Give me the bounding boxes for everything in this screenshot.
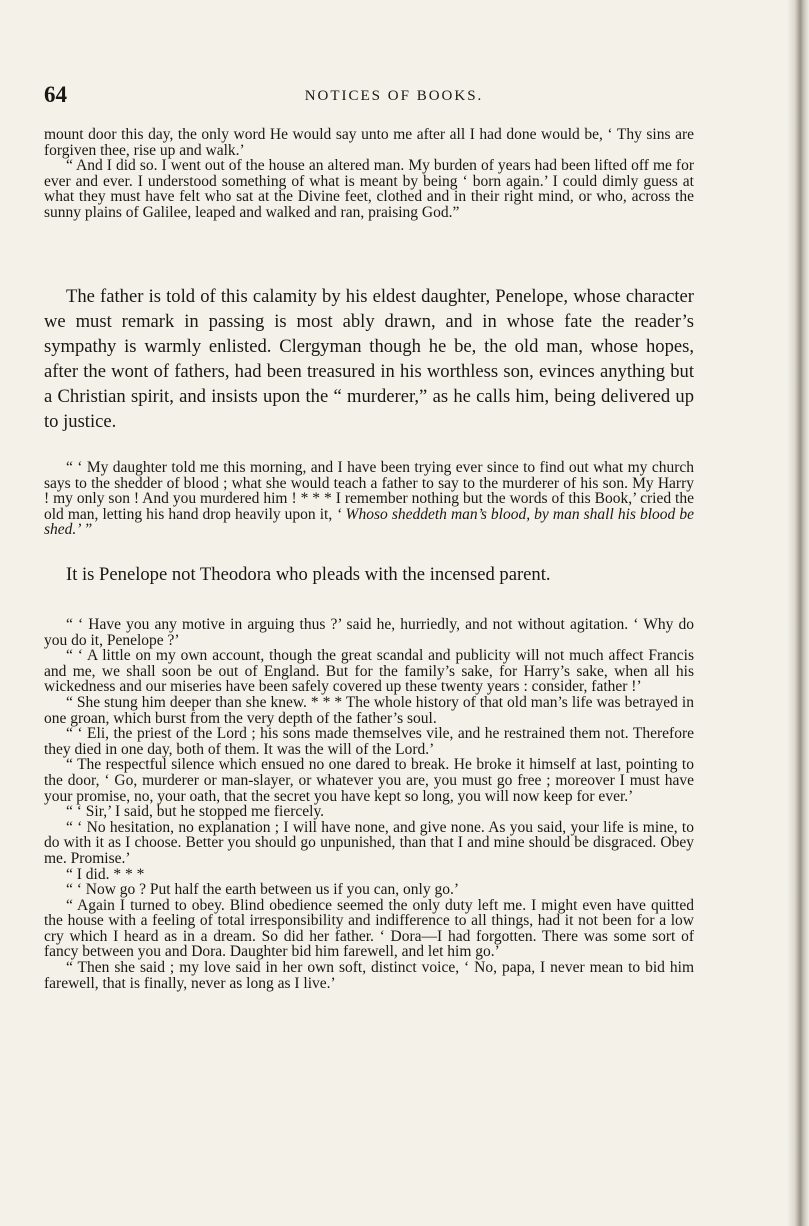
commentary-paragraph-2 bbox=[44, 562, 694, 587]
quote-paragraph: “ The respectful silence which ensued no one dared to break. He broke it himself at last, pointing to the door, ‘ Go, murderer or man-slayer, or whatever you are, you must go free ; moreover I must have your promise, no, your oath, that the secret you have kept so long, you will now keep for ever.’ bbox=[44, 756, 694, 805]
quote-paragraph: “ ‘ A little on my own account, though the great scandal and publicity will not much affect Francis and me, we shall soon be out of England. But for the family’s sake, for Harry’s sake, when all his wickedness and our miseries have been safely covered up these twenty years : consider, father !’ bbox=[44, 647, 694, 696]
quote-text: “ ‘ My daughter told me this morning, and I have been trying ever since to find out what my church says to the shedder of blood ; what she would teach a father to say to the murderer of his son. My Harry ! my only son ! And you murdered him ! * * * I remember nothing but the words of this Book,’ cried the old man, letting his hand drop heavily upon it, bbox=[44, 459, 694, 523]
quote-paragraph: “ Then she said ; my love said in her own soft, distinct voice, ‘ No, papa, I never mean to bid him farewell, that is finally, never as long as I live.’ bbox=[44, 959, 694, 992]
quote-paragraph: mount door this day, the only word He would say unto me after all I had done would be, ‘ Thy sins are forgiven thee, rise up and walk.’ bbox=[44, 126, 694, 159]
quote-paragraph: “ She stung him deeper than she knew. * * * The whole history of that old man’s life was betrayed in one groan, which burst from the very depth of the father’s soul. bbox=[44, 693, 694, 727]
commentary-text: It is Penelope not Theodora who pleads with the incensed parent. bbox=[66, 564, 551, 585]
quote-block-2 bbox=[44, 460, 694, 538]
quote-paragraph bbox=[44, 460, 694, 538]
quote-paragraph: “ And I did so. I went out of the house an altered man. My burden of years had been lifted off me for ever and ever. I understood something of what is meant by being ‘ born again.’ I could dimly guess at what they must have felt who sat at the Divine feet, clothed and in their right mind, or who, across the sunny plains of Galilee, leaped and walked and ran, praising God.” bbox=[44, 157, 694, 221]
page-edge-binding bbox=[787, 0, 809, 1226]
quote-paragraph: “ ‘ Now go ? Put half the earth between us if you can, only go.’ bbox=[66, 881, 459, 899]
quote-block-1 bbox=[44, 127, 694, 221]
quote-paragraph: “ ‘ Have you any motive in arguing thus ?’ said he, hurriedly, and not without agitation. ‘ Why do you do it, Penelope ?’ bbox=[44, 616, 694, 649]
commentary-text: The father is told of this calamity by his eldest daughter, Penelope, whose character we must remark in passing is most ably drawn, and in whose fate the reader’s sympathy is warmly enlisted. Clergyman though he be, the old man, whose hopes, after the wont of fathers, had been treasured in his worthless son, evinces anything but a Christian spirit, and insists upon the “ murderer,” as he calls him, being delivered up to justice. bbox=[44, 286, 694, 432]
commentary-paragraph-1 bbox=[44, 284, 694, 434]
page-header bbox=[44, 82, 744, 112]
quote-block-3 bbox=[44, 617, 694, 991]
quote-paragraph: “ Again I turned to obey. Blind obedience seemed the only duty left me. I might even have quitted the house with a feeling of total irresponsibility and indifference to all things, had it not been for a low cry which I heard as in a dream. So did her father. ‘ Dora—I had forgotten. There was some sort of fancy between you and Dora. Daughter bid him farewell, and let him go.’ bbox=[44, 896, 694, 961]
quote-paragraph: “ ‘ Sir,’ I said, but he stopped me fiercely. bbox=[66, 803, 325, 821]
quote-paragraph: “ ‘ Eli, the priest of the Lord ; his sons made themselves vile, and he restrained them not. Therefore they died in one day, both of them. It was the will of the Lord.’ bbox=[44, 725, 694, 758]
quote-paragraph: “ ‘ No hesitation, no explanation ; I will have none, and give none. As you said, your life is mine, to do with it as I choose. Better you should go unpunished, than that I and mine should be disgraced. Obey me. Promise.’ bbox=[44, 818, 694, 867]
quote-paragraph: “ I did. * * * bbox=[66, 865, 145, 883]
scripture-quote: ‘ Whoso sheddeth man’s blood, by man shall his blood be shed.’ ” bbox=[44, 505, 695, 539]
page-number: 64 bbox=[44, 82, 67, 107]
running-title: NOTICES OF BOOKS. bbox=[304, 88, 484, 104]
